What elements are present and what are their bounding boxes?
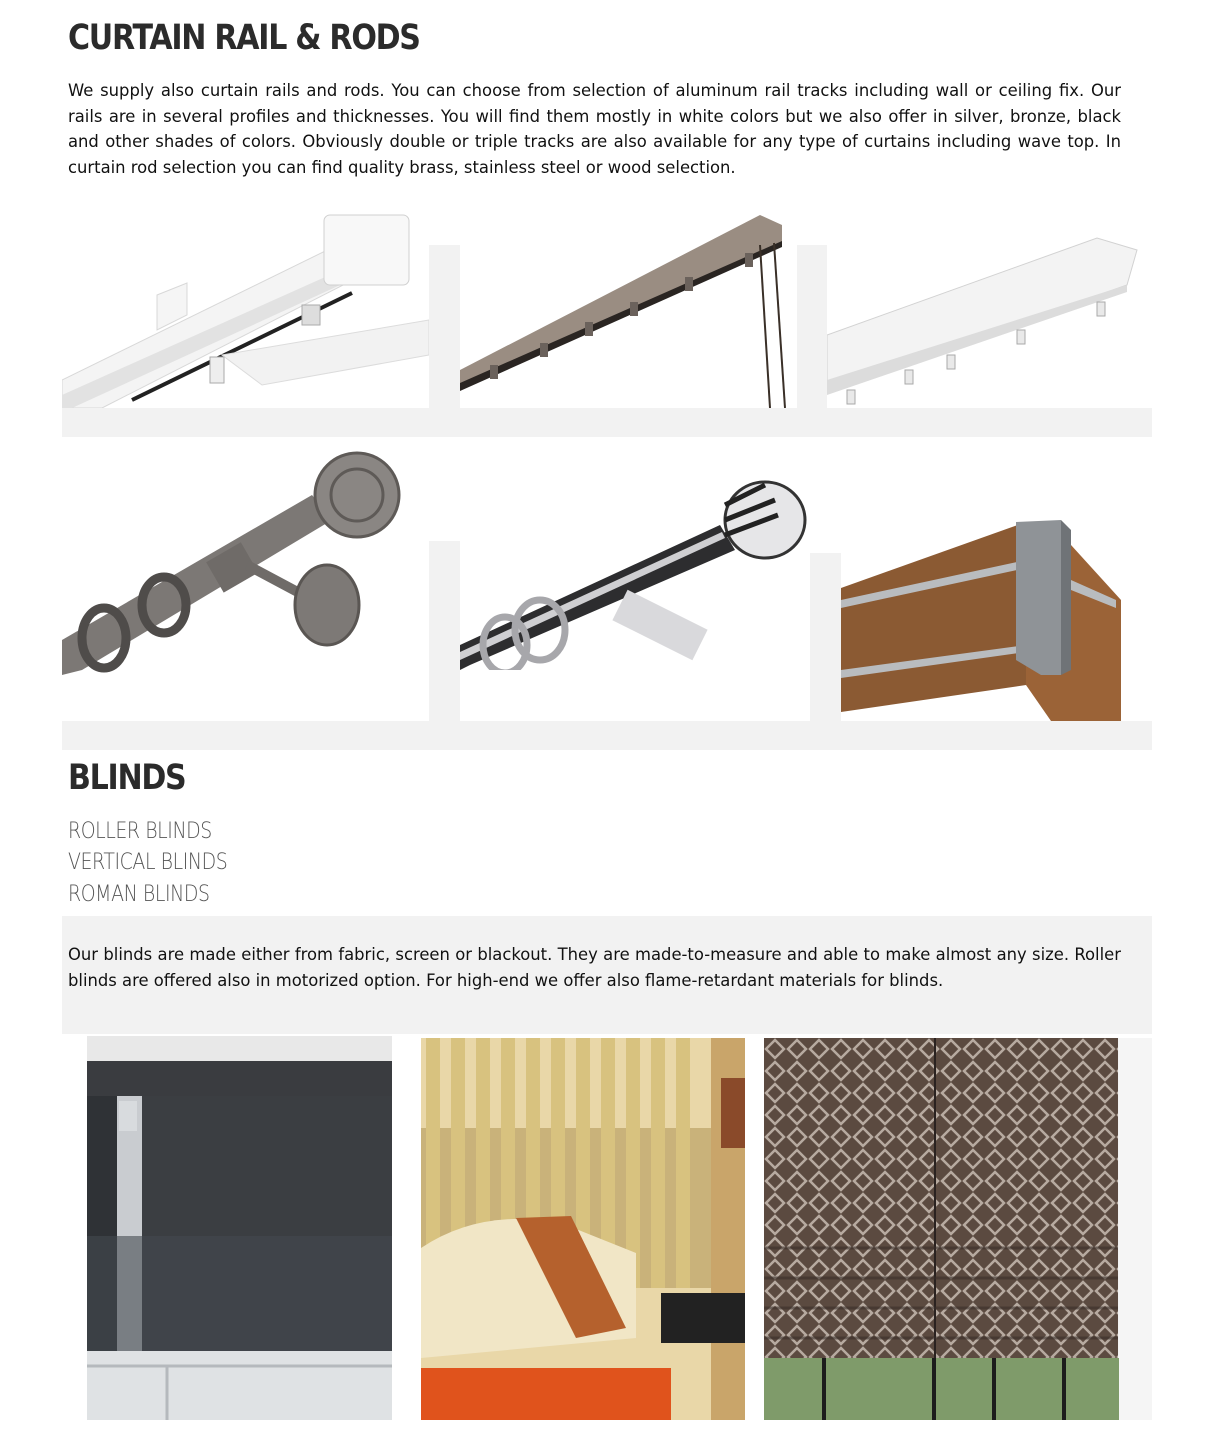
roller-blind-image — [87, 1036, 392, 1420]
chrome-rod-image — [460, 460, 810, 670]
wood-pelmet-image — [841, 500, 1161, 721]
pewter-rod-image — [62, 440, 429, 675]
gutter — [810, 553, 841, 721]
gutter — [797, 245, 827, 408]
bronze-rail-image — [460, 205, 797, 408]
white-double-rail-image — [62, 205, 429, 408]
page-title: CURTAIN RAIL & RODS — [68, 18, 420, 58]
divider-band — [62, 408, 1152, 437]
blind-type-roman: ROMAN BLINDS — [68, 882, 210, 907]
blind-type-vertical: VERTICAL BLINDS — [68, 850, 228, 875]
gutter — [429, 245, 460, 408]
gutter — [429, 541, 460, 721]
blind-type-roller: ROLLER BLINDS — [68, 819, 212, 844]
blinds-description: Our blinds are made either from fabric, screen or blackout. They are made-to-measure and able to make almost any size. Roller blinds are offered also in motorized option. For high-end we offer also flame-retardant materials for blinds. — [68, 945, 1121, 990]
rails-description: We supply also curtain rails and rods. You can choose from selection of aluminum rail tracks including wall or ceiling fix. Our rails are in several profiles and thicknesses. You will find them mostly in white colors but we also offer in silver, bronze, black and other shades of colors. Obviously double or triple tracks are also available for any type of curtains including wave top. In curtain rod selection you can find quality brass, stainless steel or wood selection. — [68, 81, 1121, 177]
roman-blind-image — [764, 1038, 1152, 1420]
divider-band — [62, 721, 1152, 750]
blinds-title: BLINDS — [68, 758, 186, 798]
white-single-rail-image — [827, 230, 1152, 408]
vertical-blind-image — [421, 1038, 745, 1420]
